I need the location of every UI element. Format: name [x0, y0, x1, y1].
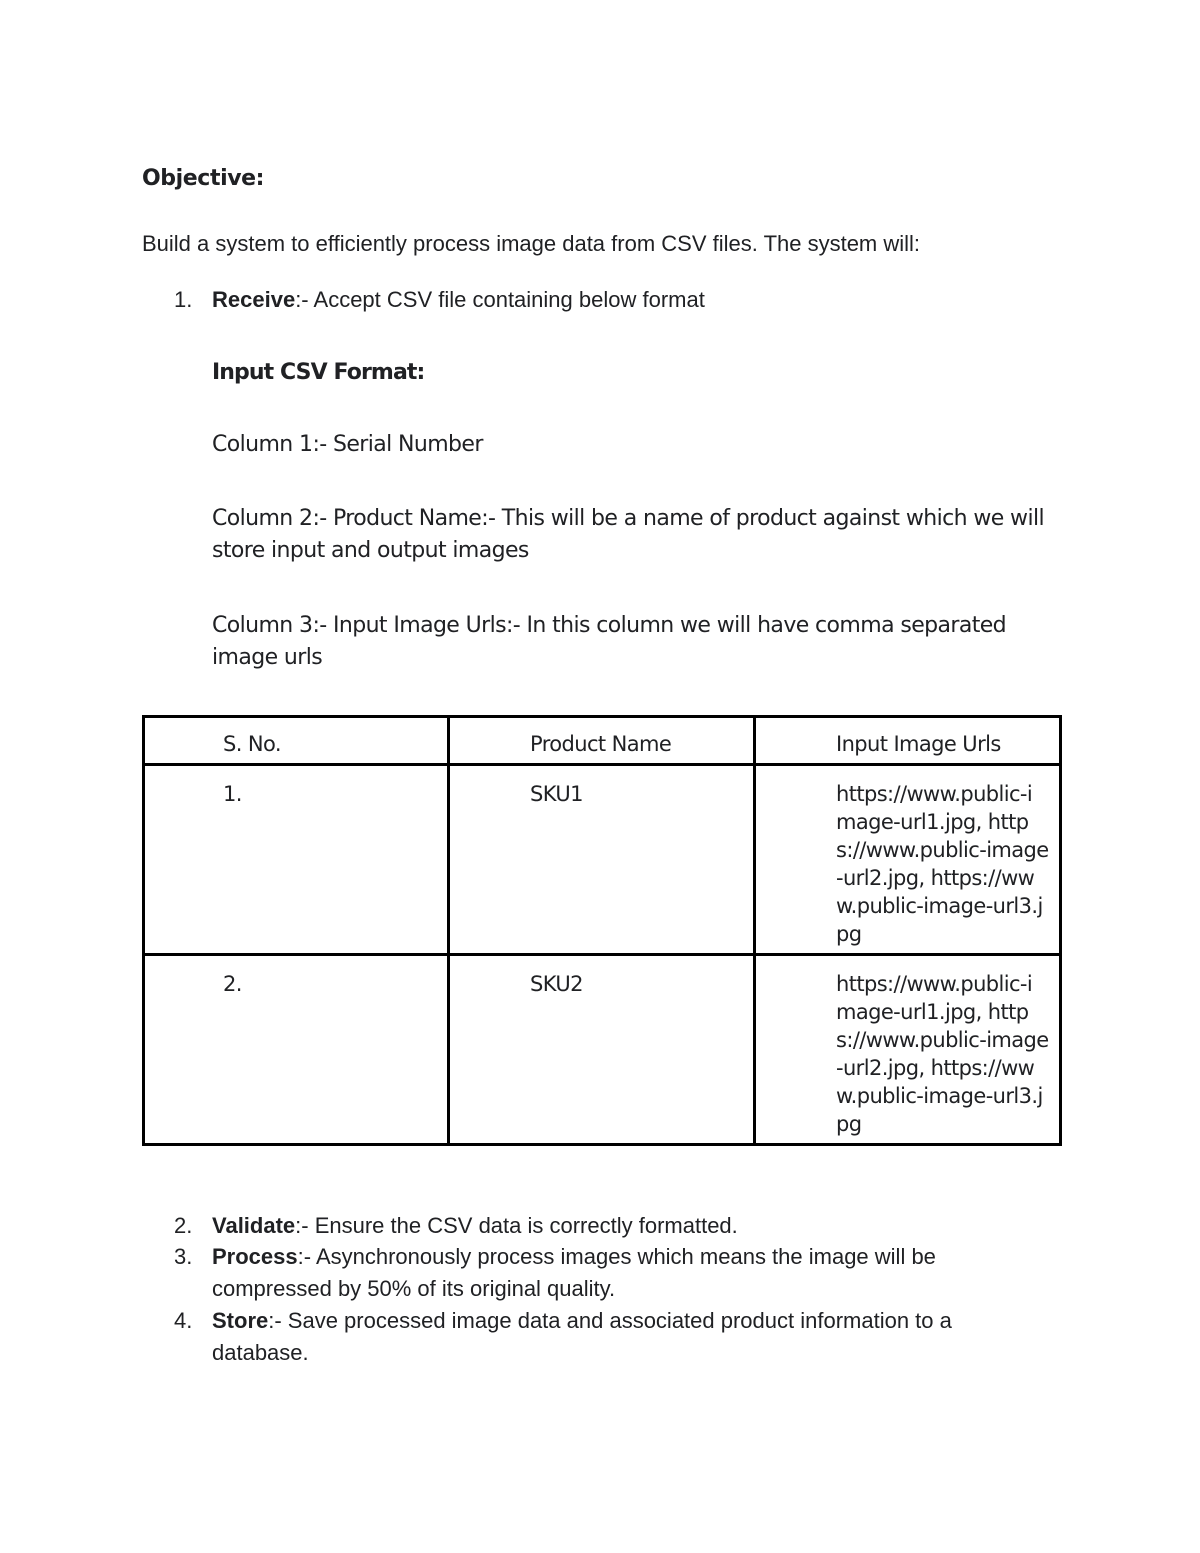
header-sno: S. No. [144, 717, 449, 765]
step-text: :- Ensure the CSV data is correctly formatted. [295, 1213, 738, 1238]
step-label: Process [212, 1244, 298, 1269]
step-item-store [174, 1305, 1074, 1369]
step-text: :- Asynchronously process images which means the image will be compressed by 50% of its original quality. [212, 1244, 936, 1301]
step-body [212, 284, 705, 316]
step-label: Receive [212, 287, 296, 312]
csv-column-2: Column 2:- Product Name:- This will be a name of product against which we will store input and output images [212, 506, 1044, 563]
cell-sno: 1. [144, 765, 449, 955]
cell-urls: https://www.public-image-url1.jpg, https://www.public-image-url2.jpg, https://www.public-image-url3.jpg [755, 765, 1061, 955]
header-product-name: Product Name [449, 717, 755, 765]
step-number: 3. [174, 1244, 193, 1269]
step-label: Store [212, 1308, 269, 1333]
table-header-row [144, 717, 1061, 765]
table-row [144, 765, 1061, 955]
csv-format-heading: Input CSV Format: [212, 360, 425, 385]
step-item-process [174, 1241, 1074, 1305]
step-body [212, 1241, 1012, 1305]
cell-product: SKU1 [449, 765, 755, 955]
cell-product: SKU2 [449, 955, 755, 1145]
table-row [144, 955, 1061, 1145]
step-text: :- Save processed image data and associated product information to a database. [212, 1308, 952, 1365]
objective-heading: Objective: [142, 166, 265, 191]
intro-paragraph: Build a system to efficiently process image data from CSV files. The system will: [142, 231, 921, 256]
csv-example-table [142, 715, 1062, 1146]
step-item-receive [174, 284, 1074, 316]
step-number: 4. [174, 1308, 193, 1333]
csv-column-3: Column 3:- Input Image Urls:- In this column we will have comma separated image urls [212, 613, 1007, 670]
step-text: :- Accept CSV file containing below format [295, 287, 705, 312]
step-number: 1. [174, 287, 193, 312]
cell-sno: 2. [144, 955, 449, 1145]
step-label: Validate [212, 1213, 296, 1238]
step-item-validate [174, 1210, 1074, 1242]
cell-urls: https://www.public-image-url1.jpg, https://www.public-image-url2.jpg, https://www.public-image-url3.jpg [755, 955, 1061, 1145]
csv-column-1: Column 1:- Serial Number [212, 432, 483, 457]
step-body [212, 1210, 1032, 1242]
step-number: 2. [174, 1213, 193, 1238]
step-body [212, 1305, 1022, 1369]
header-input-image-urls: Input Image Urls [755, 717, 1061, 765]
